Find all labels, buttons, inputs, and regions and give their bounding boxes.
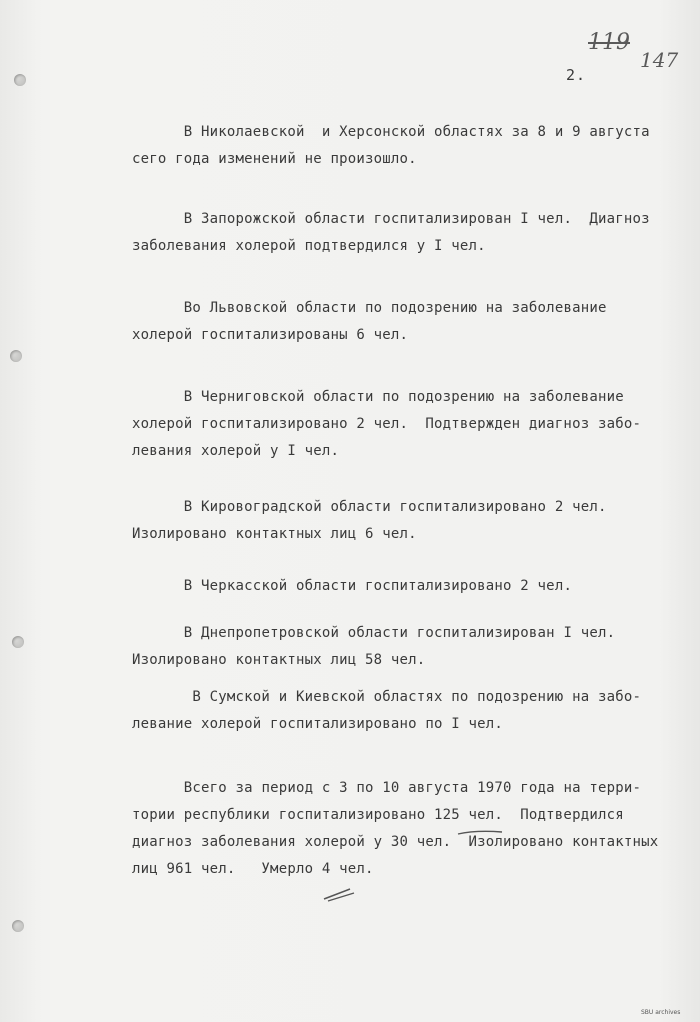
paragraph-zaporozhye: В Запорожской области госпитализирован I чел. Диагноз заболевания холерой подтвердился у I чел. bbox=[132, 211, 650, 254]
paragraph-chernigov: В Черниговской области по подозрению на заболевание холерой госпитализировано 2 чел. Подтвержден диагноз забо- левания холерой у I чел. bbox=[132, 389, 642, 459]
archive-watermark: SBU archives bbox=[641, 1009, 681, 1016]
punch-hole bbox=[12, 636, 24, 648]
paragraph-nikolaev-kherson: В Николаевской и Херсонской областях за 8 и 9 августа сего года изменений не произошло. bbox=[132, 124, 650, 167]
handwritten-check-mark bbox=[320, 884, 360, 904]
paragraph-sumy-kiev: В Сумской и Киевской областях по подозрению на забо- левание холерой госпитализировано по I чел. bbox=[132, 689, 642, 732]
paragraph-lviv: Во Львовской области по подозрению на заболевание холерой госпитализированы 6 чел. bbox=[132, 300, 607, 343]
punch-hole bbox=[12, 920, 24, 932]
punch-hole bbox=[14, 74, 26, 86]
paragraph-total: Всего за период с 3 по 10 августа 1970 года на терри- тории республики госпитализировано 125 чел. Подтвердился диагноз заболевания холерой у 30 чел. Изолировано контактных лиц 961 чел. Умерло 4 чел. bbox=[132, 780, 659, 877]
handwritten-page-number: 147 bbox=[640, 48, 679, 72]
handwritten-page-number-struck: 119 bbox=[588, 30, 630, 55]
paragraph-dnepropetrovsk: В Днепропетровской области госпитализирован I чел. Изолировано контактных лиц 58 чел. bbox=[132, 625, 616, 668]
punch-hole bbox=[10, 350, 22, 362]
paragraph-cherkassy: В Черкасской области госпитализировано 2 чел. bbox=[132, 578, 573, 594]
paragraph-kirovograd: В Кировоградской области госпитализировано 2 чел. Изолировано контактных лиц 6 чел. bbox=[132, 499, 607, 542]
handwritten-underline bbox=[456, 826, 506, 838]
page-number: 2. bbox=[566, 66, 587, 84]
